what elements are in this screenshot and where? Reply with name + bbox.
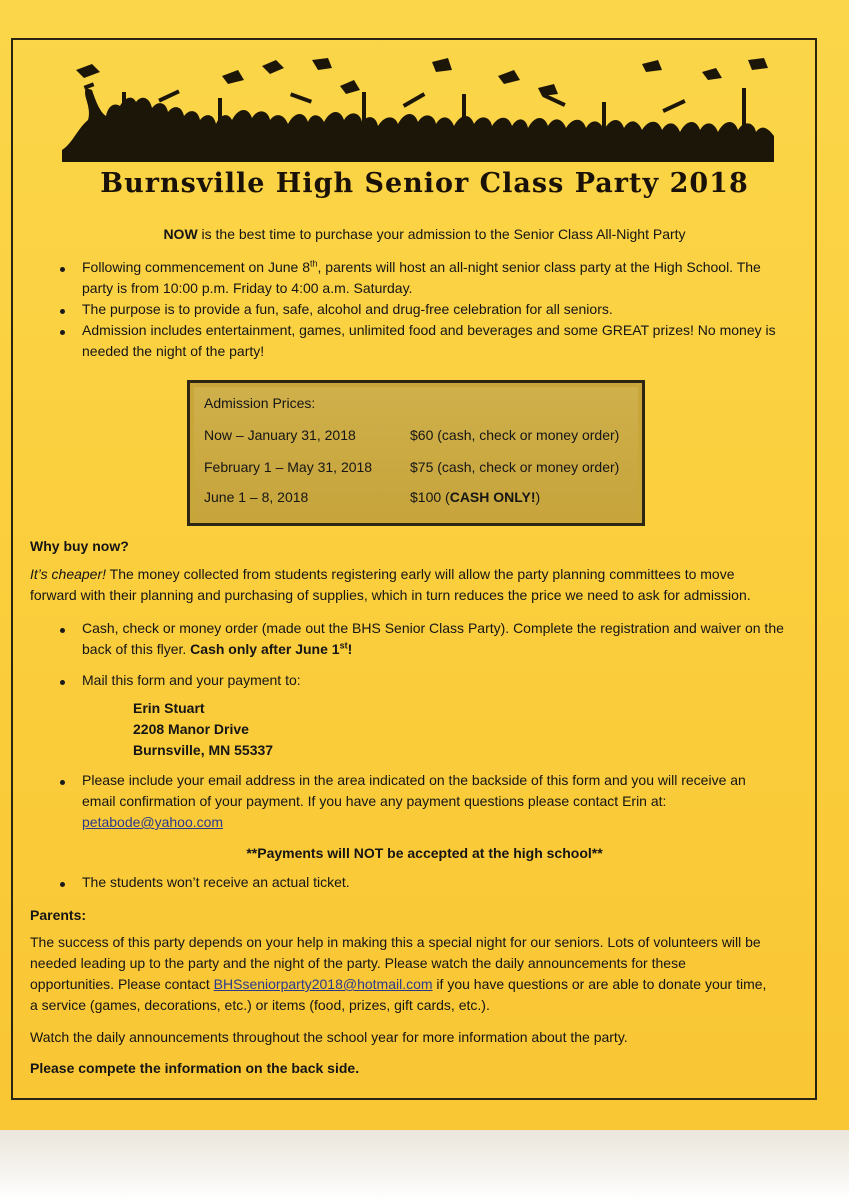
parents-line4: a service (games, decorations, etc.) or items (food, prizes, gift cards, etc.). [30,997,490,1013]
bullet-icon [60,330,65,335]
parents-line3 [30,974,766,995]
closing-line: Please compete the information on the back side. [30,1060,360,1076]
bullet-icon [60,780,65,785]
why-heading: Why buy now? [30,538,129,554]
bullet-admission-line2: needed the night of the party! [82,343,265,359]
graduates-silhouette-banner [62,58,774,162]
address-name: Erin Stuart [133,700,205,716]
bullet-commencement-line1 [82,257,761,278]
page-title: Burnsville High Senior Class Party 2018 [100,168,749,199]
bullet-text: Following commencement on June 8 [82,259,311,275]
email-line1: Please include your email address in the area indicated on the backside of this form and you will receive an [82,772,746,788]
payment-text: back of this flyer. [82,641,191,657]
price-value: $75 (cash, check or money order) [410,459,620,475]
parents-text: opportunities. Please contact [30,976,214,992]
parents-line2: needed leading up to the party and the night of the party. Please watch the daily announcements for these [30,955,686,971]
why-line1 [30,564,735,585]
bullet-icon [60,309,65,314]
price-period: February 1 – May 31, 2018 [204,459,373,475]
price-text: $100 ( [410,489,450,505]
watch-announcements: Watch the daily announcements throughout the school year for more information about the party. [30,1029,628,1045]
price-value [410,489,540,505]
price-cash-only: CASH ONLY! [449,489,536,505]
bullet-icon [60,680,65,685]
scan-margin [0,1130,849,1200]
price-value: $60 (cash, check or money order) [410,427,620,443]
email-line2: email confirmation of your payment. If you have any payment questions please contact Erin at: [82,793,667,809]
payment-notice: **Payments will NOT be accepted at the high school** [246,845,603,861]
intro-text: is the best time to purchase your admission to the Senior Class All-Night Party [197,226,686,242]
bullet-text: , parents will host an all-night senior class party at the High School. The [317,259,761,275]
superscript: st [339,640,348,651]
address-street: 2208 Manor Drive [133,721,249,737]
mail-instruction: Mail this form and your payment to: [82,672,301,688]
payment-cash-line2 [82,639,352,660]
ticket-line: The students won’t receive an actual ticket. [82,874,350,890]
why-text: The money collected from students registering early will allow the party planning committees to move [106,566,735,582]
payment-cash-line1: Cash, check or money order (made out the BHS Senior Class Party). Complete the registration and waiver on the [82,620,784,636]
price-period: June 1 – 8, 2018 [204,489,309,505]
bullet-admission-line1: Admission includes entertainment, games, unlimited food and beverages and some GREAT prizes! No money is [82,322,776,338]
bullet-icon [60,267,65,272]
contact-email-link[interactable]: petabode@yahoo.com [82,814,224,830]
why-line2: forward with their planning and purchasing of supplies, which in turn reduces the price we need to ask for admission. [30,587,751,603]
superscript: th [310,258,318,269]
intro-line [0,224,849,245]
price-period: Now – January 31, 2018 [204,427,356,443]
why-lead: It’s cheaper! [30,566,107,582]
parents-text: if you have questions or are able to donate your time, [432,976,767,992]
party-email-link[interactable]: BHSseniorparty2018@hotmail.com [213,976,433,992]
bullet-icon [60,882,65,887]
price-text: ) [535,489,541,505]
payment-text: ! [347,641,353,657]
bullet-icon [60,628,65,633]
cash-only-note: Cash only after June 1 [190,641,340,657]
admission-prices-box [187,380,645,526]
address-city: Burnsville, MN 55337 [133,742,274,758]
bullet-commencement-line2: party is from 10:00 p.m. Friday to 4:00 a.m. Saturday. [82,280,413,296]
prices-heading: Admission Prices: [204,395,316,411]
intro-lead: NOW [163,226,198,242]
parents-heading: Parents: [30,907,87,923]
bullet-purpose: The purpose is to provide a fun, safe, alcohol and drug-free celebration for all seniors. [82,301,613,317]
parents-line1: The success of this party depends on your help in making this a special night for our seniors. Lots of volunteers will be [30,934,761,950]
